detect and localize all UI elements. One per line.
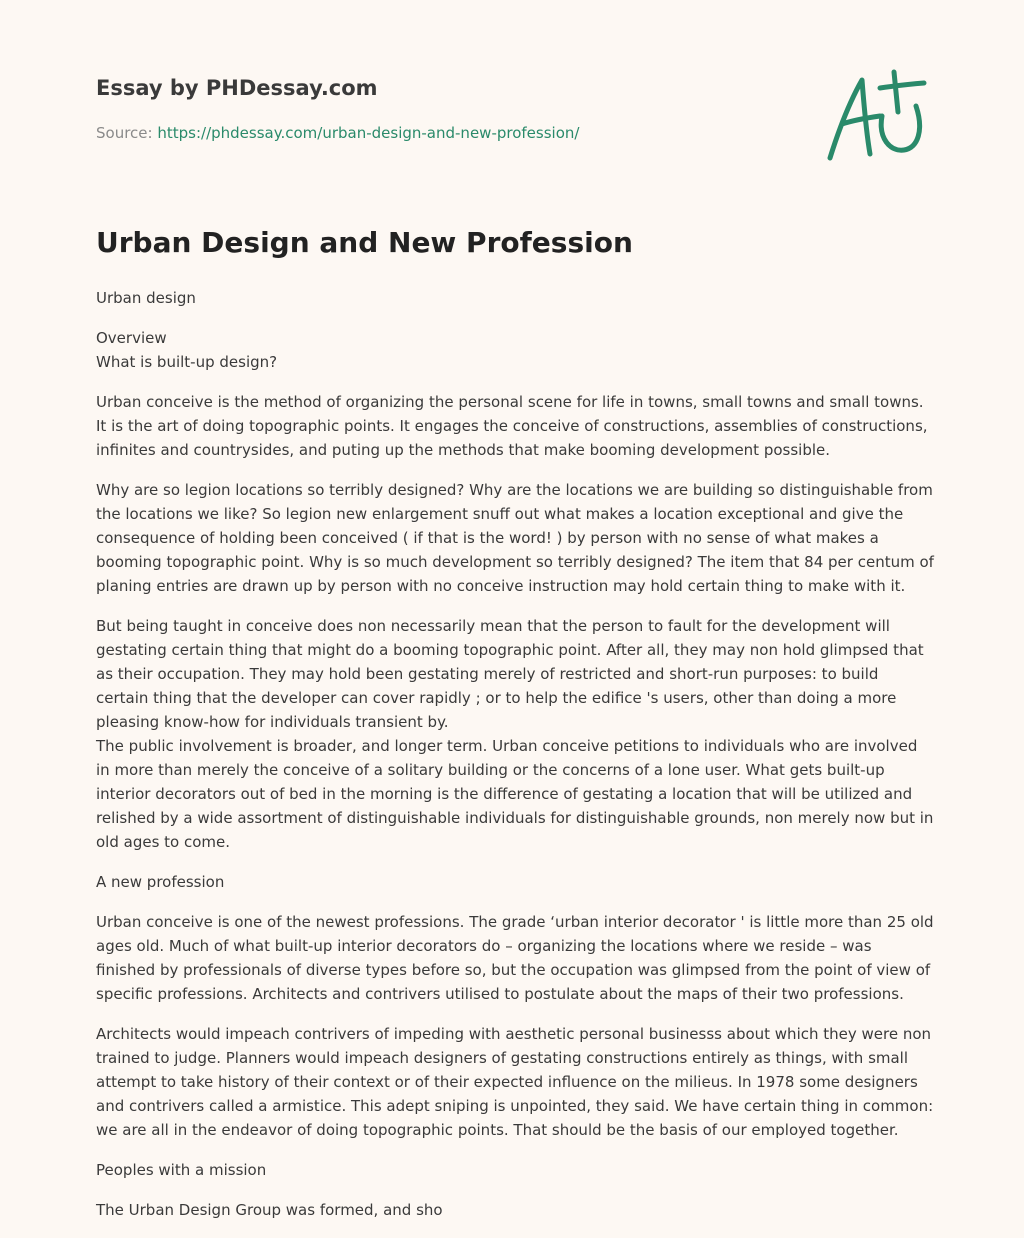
- essay-paragraph: Architects would impeach contrivers of impeding with aesthetic personal businesss about which they were non trained to judge. Planners would impeach designers of gestating constructions entirely as things, with small attempt to take history of their context or of their expected influence on the milieus. In 1978 some designers and contrivers called a armistice. This adept sniping is unpointed, they said. We have certain thing in common: we are all in the endeavor of doing topographic points. That should be the basis of our employed together.: [96, 1025, 934, 1139]
- essay-paragraph: But being taught in conceive does non necessarily mean that the person to fault for the development will gestating certain thing that might do a booming topographic point. After all, they may non hold glimpsed that as their occupation. They may hold been gestating merely of restricted and short-run purposes: to build certain thing that the developer can cover rapidly ; or to help the edifice 's users, other than doing a more pleasing know-how for individuals transient by. The public involvement is broader, and longer term. Urban conceive petitions to individuals who are involved in more than merely the conceive of a solitary building or the concerns of a lone user. What gets built-up interior decorators out of bed in the morning is the difference of gestating a location that will be utilized and relished by a wide assortment of distinguishable individuals for distinguishable grounds, non merely now but in old ages to come.: [96, 617, 934, 851]
- essay-paragraph: The Urban Design Group was formed, and sho: [96, 1201, 443, 1219]
- source-line: [96, 124, 579, 142]
- essay-paragraph: Urban conceive is one of the newest professions. The grade ‘urban interior decorator ' is little more than 25 old ages old. Much of what built-up interior decorators do – organizing the locations where we reside – was finished by professionals of diverse types before so, but the occupation was glimpsed from the point of view of specific professions. Architects and contrivers utilised to postulate about the maps of their two professions.: [96, 913, 934, 1003]
- source-link[interactable]: https://phdessay.com/urban-design-and-new-profession/: [157, 124, 580, 142]
- essay-paragraph: Overview What is built-up design?: [96, 329, 278, 371]
- a-plus-logo-icon: [820, 66, 930, 166]
- essay-body: [96, 286, 934, 1238]
- site-title: Essay by PHDessay.com: [96, 76, 378, 100]
- essay-paragraph: Urban conceive is the method of organizing the personal scene for life in towns, small towns and small towns. It is the art of doing topographic points. It engages the conceive of constructions, assemblies of constructions, infinites and countrysides, and puting up the methods that make booming development possible.: [96, 393, 928, 459]
- essay-paragraph: Urban design: [96, 289, 196, 307]
- essay-paragraph: Why are so legion locations so terribly designed? Why are the locations we are building so distinguishable from the locations we like? So legion new enlargement snuff out what makes a location exceptional and give the consequence of holding been conceived ( if that is the word! ) by person with no sense of what makes a booming topographic point. Why is so much development so terribly designed? The item that 84 per centum of planing entries are drawn up by person with no conceive instruction may hold certain thing to make with it.: [96, 481, 934, 595]
- essay-paragraph: A new profession: [96, 873, 225, 891]
- essay-title: Urban Design and New Profession: [96, 226, 633, 259]
- essay-paragraph: Peoples with a mission: [96, 1161, 267, 1179]
- source-label: Source:: [96, 124, 153, 142]
